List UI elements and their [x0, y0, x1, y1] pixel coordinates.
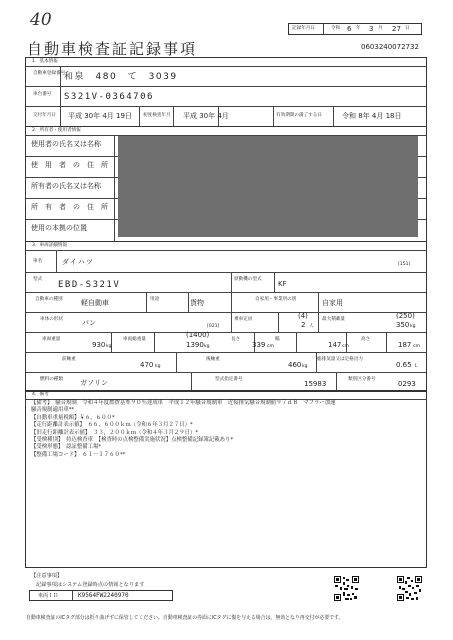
height-label: 高さ: [361, 337, 371, 342]
class-number-label: 類別区分番号: [348, 377, 376, 382]
engine-label: 原動機の型式: [234, 277, 262, 282]
gross-weight-unit: kg: [204, 344, 210, 349]
remarks-text: [31, 400, 336, 459]
notes-label: 【注意事項】: [31, 573, 63, 579]
handwritten-mark: 40: [30, 10, 52, 30]
private-value: 自家用: [322, 299, 343, 307]
redacted-owner-info: [118, 136, 418, 237]
model-value: EBD-S321V: [58, 280, 121, 290]
remarks-line: 【整備工場コード】 ６１－１７６０**: [31, 451, 126, 458]
rear-axle-unit: kg: [302, 364, 308, 369]
height-value: 187: [398, 341, 412, 349]
capacity-value-2: 2: [301, 321, 306, 329]
use-label: 用途: [150, 297, 160, 302]
length-label: 長さ: [231, 337, 241, 342]
weight-value: 930: [92, 341, 106, 349]
issue-date-value: 平成 30年 4月 19日: [68, 112, 132, 120]
owner-label-user-address: 使 用 者 の 住 所: [31, 161, 108, 169]
valid-until-value: 令和 8年 4月 18日: [342, 112, 402, 120]
remarks-line: 【受検形態】 認証整備工場*: [31, 444, 102, 451]
vehicle-section: 3．車両詳細情報: [25, 241, 427, 392]
remarks-line: 騒音規制適用車**: [31, 407, 75, 414]
kind-value: 軽自動車: [81, 299, 109, 307]
length-value: 339: [252, 341, 266, 349]
gross-weight-value-2: 1390: [186, 341, 204, 349]
rear-axle-label: 後軸重: [206, 357, 220, 362]
owner-section: 2．所有者・使用者情報: [25, 126, 427, 242]
width-label: 幅: [275, 337, 280, 342]
chassis-value: S321V-0364706: [64, 92, 154, 102]
capacity-unit: 人: [309, 324, 314, 329]
page-title: 自動車検査証記録事項: [27, 40, 198, 58]
displacement-label: 総排気量又は定格出力: [317, 357, 363, 362]
notes-text: 記録事項はシステム登録時点の情報となります: [36, 582, 145, 588]
owner-label-base-location: 使用の本拠の位置: [31, 224, 87, 232]
model-label: 型式: [33, 277, 43, 282]
maker-code: [151]: [398, 262, 411, 267]
displacement-unit: L: [415, 364, 418, 369]
issue-date-box: 記録年月日 令和 6 年 3 月 27 日: [288, 23, 422, 35]
chassis-label: 車台番号: [33, 92, 52, 97]
type-number-value: 15983: [304, 380, 327, 388]
private-label: 自家用・事業用の別: [255, 297, 297, 302]
capacity-label: 乗車定員: [234, 317, 253, 322]
qr-code: [334, 576, 359, 601]
front-axle-value: 470: [140, 361, 154, 369]
remarks-line: 【旧走行距離計表示値】 ３３，２００ｋｍ（令和４年３月２９日）*: [31, 429, 199, 436]
engine-value: KF: [278, 280, 287, 288]
type-number-label: 型式指定番号: [215, 377, 243, 382]
width-unit: cm: [342, 344, 350, 349]
length-unit: cm: [267, 344, 275, 349]
initial-inspection-value: 平成 30年 4月: [183, 112, 229, 120]
valid-until-label: 有効期間の満了する日: [276, 113, 322, 118]
shape-value: バン: [82, 319, 96, 327]
bottom-note: 自動車検査証のICタグ部分は折り曲げずに保管してください。自動車検査証の券面にICタグに傷を与える場合は、無効となり再交付が必要です。: [26, 615, 344, 621]
owner-label-owner-address: 所 有 者 の 住 所: [31, 203, 108, 211]
max-load-label: 最大積載量: [322, 317, 345, 322]
remarks-line: 【走行距離計表示値】 ６６，６００ｋｍ（令和６年３月２７日）*: [31, 422, 193, 429]
class-number-value: 0293: [398, 380, 416, 388]
front-axle-label: 前軸重: [62, 357, 76, 362]
weight-label: 車両重量: [42, 337, 61, 342]
shape-code: [021]: [207, 324, 220, 329]
remarks-line: 【受検種別】 持込検査車 【検査時の点検整備実施状況】点検整備記録簿記載あり*: [31, 437, 234, 444]
remarks-line: 【備考】 騒音規制 令和４年度燃費基準９０％達成車 平成１２年騒音規制車 近接排気騒音規制値９７ｄＢ マフラー加速: [31, 400, 336, 406]
capacity-value: (4): [298, 312, 308, 320]
reg-number-label: 自動車登録番号: [33, 71, 66, 76]
owner-label-user-name: 使用者の氏名又は名称: [31, 140, 101, 148]
max-load-value: (250): [396, 312, 415, 320]
height-unit: cm: [413, 344, 421, 349]
front-axle-unit: kg: [155, 364, 161, 369]
remarks-line: 【自動車重量税額】￥６，６００*: [31, 414, 115, 421]
issue-date-label: 交付年月日: [33, 113, 56, 118]
owner-label-owner-name: 所有者の氏名又は名称: [31, 182, 101, 190]
use-value: 貨物: [190, 299, 204, 307]
kind-label: 自動車の種別: [35, 297, 63, 302]
gross-weight-value: (1400): [186, 331, 210, 339]
width-value: 147: [328, 341, 342, 349]
fuel-label: 燃料の種類: [40, 377, 63, 382]
initial-inspection-label: 初度検査年月: [143, 113, 171, 118]
max-load-value-2: 350: [396, 321, 410, 329]
rear-axle-value: 460: [288, 361, 302, 369]
maker-value: ダイハツ: [62, 258, 94, 266]
max-load-unit: kg: [410, 324, 416, 329]
fuel-value: ガソリン: [80, 379, 108, 387]
qr-code: [397, 576, 422, 601]
car-id-box: 車両ＩＤ K9564FW2240970: [29, 590, 173, 601]
gross-weight-label: 車両総重量: [123, 337, 146, 342]
shape-label: 車体の形状: [40, 317, 63, 322]
maker-label: 車名: [33, 259, 43, 264]
remarks-section: 4．備考: [25, 390, 427, 568]
document-number: 0603240072732: [361, 43, 419, 51]
weight-unit: kg: [106, 344, 112, 349]
reg-number-value: 和泉 480 て 3039: [64, 72, 178, 82]
displacement-value: 0.65: [396, 361, 412, 369]
basic-info-section: 1．基本情報: [25, 57, 427, 127]
